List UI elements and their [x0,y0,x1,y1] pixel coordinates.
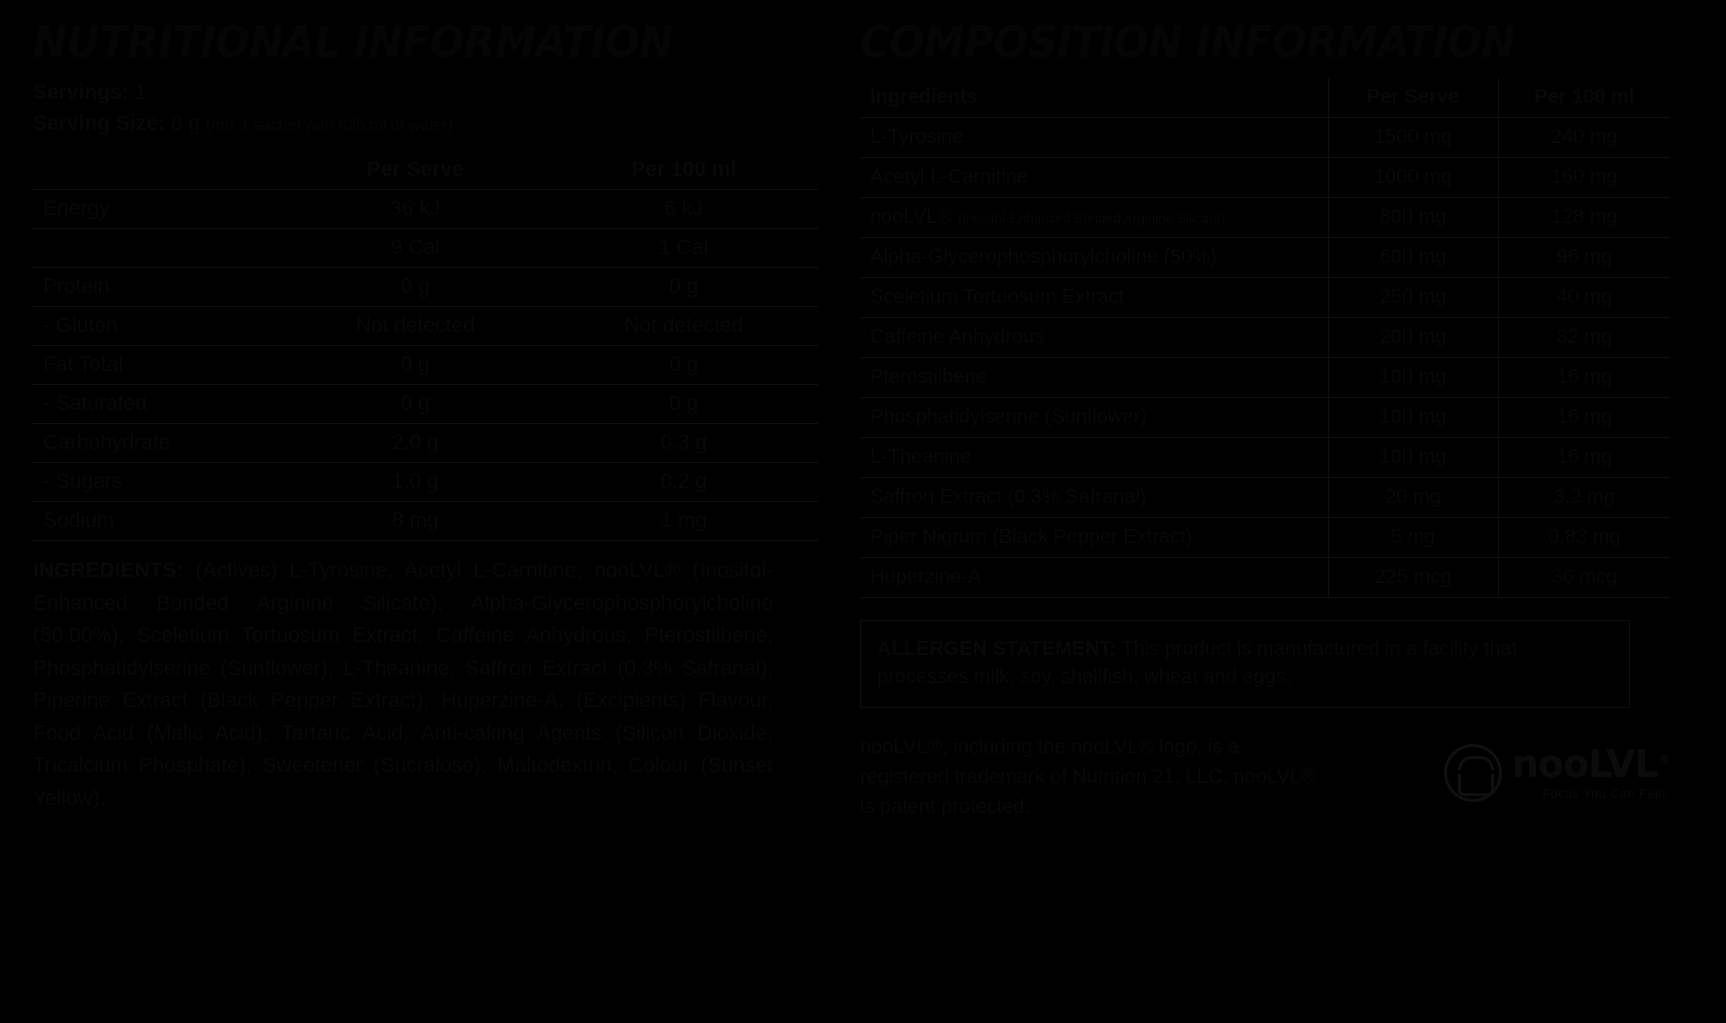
table-row [33,424,818,463]
row-per-100ml: 36 mcg [1498,558,1670,598]
table-row [33,502,818,541]
row-per-serve: 800 mg [1328,198,1498,238]
table-row [860,198,1670,238]
table-header-row [33,151,818,190]
row-per-serve: 8 mg [281,502,550,541]
row-per-100ml: 1 Cal [550,229,819,268]
row-ingredient: Phosphatidylserine (Sunflower) [860,398,1328,438]
row-ingredient: Caffeine Anhydrous [860,318,1328,358]
serving-size-value: 8 g [170,111,200,135]
row-label: Carbohydrate [33,424,281,463]
row-label: Energy [33,190,281,229]
table-row [860,398,1670,438]
row-label: Sodium [33,502,281,541]
page-title: NUTRITIONAL INFORMATION [33,17,673,68]
row-per-serve: 1500 mg [1328,118,1498,158]
nutritional-information-section [33,17,818,836]
table-row [33,307,818,346]
trademark-notice: nooLVL®, including the nooLVL® logo, is a registered trademark of Nutrition 21, LLC. nooLVL® is patent protected. [860,736,1316,819]
composition-col-ingredients: Ingredients [860,78,1328,118]
row-per-serve: 100 mg [1328,358,1498,398]
row-per-100ml: 0 g [550,268,819,307]
servings-label: Servings: [33,81,129,105]
logo-text-block [1511,742,1670,802]
row-per-100ml: Not detected [550,307,819,346]
noolvl-mark-icon [1444,744,1502,802]
row-per-serve: 1.0 g [281,463,550,502]
row-per-100ml: 3.2 mg [1498,478,1670,518]
row-per-serve: 100 mg [1328,438,1498,478]
row-per-serve: 0 g [281,268,550,307]
nutrition-col-per-100ml: Per 100 ml [550,151,819,190]
allergen-text: This product is manufactured in a facility that processes milk, soy, shellfish, wheat and eggs. [877,638,1518,689]
ingredients-label: INGREDIENTS: [33,559,184,583]
row-ingredient: Sceletium Tortuosum Extract [860,278,1328,318]
logo-wordmark [1511,742,1670,787]
table-row [860,318,1670,358]
row-label: - Sugars [33,463,281,502]
row-per-100ml: 0.3 g [550,424,819,463]
table-row [860,558,1670,598]
composition-title: COMPOSITION INFORMATION [860,17,1516,68]
row-per-100ml: 0 g [550,346,819,385]
row-label: Protein [33,268,281,307]
row-per-serve: 36 kJ [281,190,550,229]
ingredients-text: (Actives) L-Tyrosine, Acetyl L-Carnitine, nooLVL® (Inositol-Enhanced Bonded Arginine Silicate), Alpha-Glycerophosphorylcholine (50.00%), Sceletium Tortuosum Extract, Caffeine Anhydrous, Pterostilbene, Phosphatidylserine (Sunflower), L-Theanine, Saffron Extract (0.3% Safranal), Piperine Extract (Black Pepper Extract), Huperzine-A. (Excipients) Flavour, Food Acid (Malic Acid), Tartaric Acid, Anti-caking Agents (Silicon Dioxide, Tricalcium Phosphate), Sweetener (Sucralose), Maltodextrin, Colour (Sunset Yellow). [33,559,773,810]
row-per-serve: 5 mg [1328,518,1498,558]
table-row [860,438,1670,478]
table-row [33,268,818,307]
composition-col-per-serve: Per Serve [1328,78,1498,118]
row-per-100ml: 32 mg [1498,318,1670,358]
table-row [860,238,1670,278]
table-row [860,158,1670,198]
table-row [33,385,818,424]
row-label: Fat Total [33,346,281,385]
row-ingredient: L-Theanine [860,438,1328,478]
ingredients-paragraph [33,555,773,815]
row-per-serve: 225 mcg [1328,558,1498,598]
row-label [33,229,281,268]
row-label: - Gluten [33,307,281,346]
row-per-serve: 0 g [281,385,550,424]
row-per-100ml: 16 mg [1498,358,1670,398]
serving-size-line [33,109,818,139]
footer [860,732,1670,822]
row-ingredient: Pterostilbene [860,358,1328,398]
table-row [860,518,1670,558]
row-ingredient: nooLVL® [870,206,953,229]
row-per-serve: 250 mg [1328,278,1498,318]
row-ingredient: Huperzine-A [860,558,1328,598]
row-per-serve: 1000 mg [1328,158,1498,198]
row-per-serve: 100 mg [1328,398,1498,438]
row-per-100ml: 16 mg [1498,398,1670,438]
row-per-100ml: 1 mg [550,502,819,541]
row-ingredient: Alpha-Glycerophosphorylcholine (50%) [860,238,1328,278]
table-row [860,118,1670,158]
row-ingredient: Piper Nigrum (Black Pepper Extract) [860,518,1328,558]
table-row [860,358,1670,398]
row-label: - Saturated [33,385,281,424]
table-header-row [860,78,1670,118]
row-per-100ml: 6 kJ [550,190,819,229]
serving-size-label: Serving Size: [33,111,165,135]
table-row [33,463,818,502]
row-ingredient-with-note [860,198,1328,238]
row-per-100ml: 40 mg [1498,278,1670,318]
allergen-statement-box [860,620,1630,708]
logo-tagline: Focus You Can Feel. [1542,787,1670,802]
row-per-serve: 2.0 g [281,424,550,463]
composition-col-per-100ml: Per 100 ml [1498,78,1670,118]
logo-word: nooLVL [1511,742,1658,787]
row-per-100ml: 0.83 mg [1498,518,1670,558]
allergen-label: ALLERGEN STATEMENT: [877,638,1117,661]
table-row [33,346,818,385]
row-per-serve: 0 g [281,346,550,385]
table-row [860,478,1670,518]
row-per-100ml: 240 mg [1498,118,1670,158]
row-ingredient: L-Tyrosine [860,118,1328,158]
row-per-100ml: 128 mg [1498,198,1670,238]
nutrition-table [33,151,818,541]
noolvl-logo [1444,744,1670,802]
row-per-serve: 600 mg [1328,238,1498,278]
row-per-100ml: 0 g [550,385,819,424]
nutrition-col-blank [33,151,281,190]
composition-table [860,78,1670,598]
table-row [860,278,1670,318]
row-per-100ml: 96 mg [1498,238,1670,278]
row-per-serve: 9 Cal [281,229,550,268]
row-per-serve: Not detected [281,307,550,346]
nutrition-col-per-serve: Per Serve [281,151,550,190]
allergen-statement [877,635,1613,691]
registered-mark: ® [1657,752,1670,768]
servings-line [33,78,818,108]
servings-value: 1 [134,81,147,105]
row-per-serve: 200 mg [1328,318,1498,358]
table-row [33,190,818,229]
row-per-100ml: 160 mg [1498,158,1670,198]
table-row [33,229,818,268]
composition-information-section [860,17,1670,822]
serving-size-note: (mix 1 sachet with 625 ml of water) [205,116,453,134]
row-ingredient: Acetyl L-Carnitine [860,158,1328,198]
row-ingredient: Saffron Extract (0.3% Safranal) [860,478,1328,518]
row-ingredient-note: (Inositol-Enhanced Bonded Arginine Silicate) [957,211,1225,227]
row-per-100ml: 0.2 g [550,463,819,502]
row-per-100ml: 16 mg [1498,438,1670,478]
row-per-serve: 20 mg [1328,478,1498,518]
